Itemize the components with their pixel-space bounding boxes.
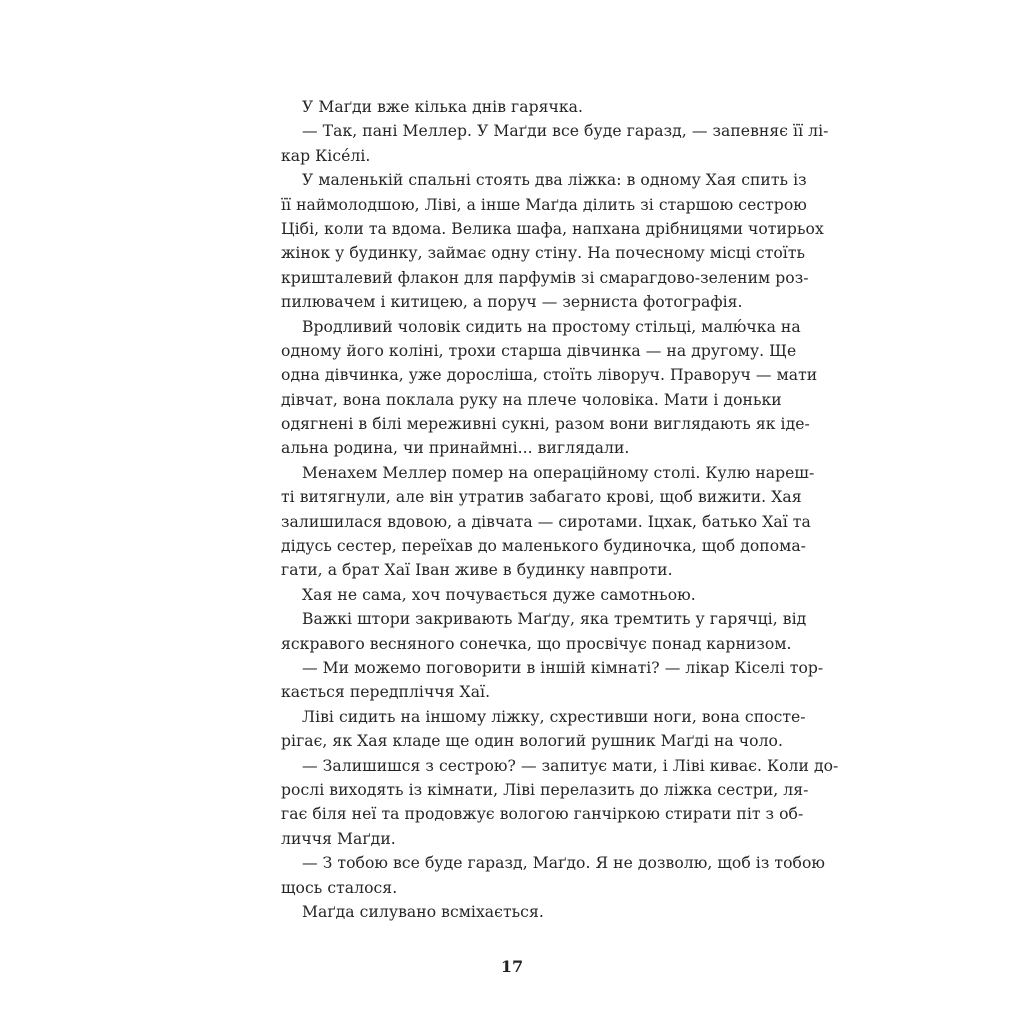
- text-line: жінок у будинку, займає одну стіну. На почесному місці стоїть: [281, 244, 806, 263]
- text-line: одягнені в білі мереживні сукні, разом вони виглядають як іде-: [281, 415, 810, 434]
- text-line: залишилася вдовою, а дівчата — сиротами. Іцхак, батько Хаї та: [281, 512, 811, 531]
- text-line: ті витягнули, але він утратив забагато крові, щоб вижити. Хая: [281, 488, 802, 507]
- text-line: дівчат, вона поклала руку на плече чоловіка. Мати і доньки: [281, 390, 782, 409]
- text-line: Важкі штори закривають Маґду, яка тремтить у гарячці, від: [302, 610, 807, 629]
- text-line: пилювачем і китицею, а поруч — зерниста фотографія.: [281, 293, 743, 312]
- text-line: — З тобою все буде гаразд, Маґдо. Я не дозволю, щоб із тобою: [302, 854, 826, 873]
- text-line: щось сталося.: [281, 878, 398, 897]
- text-line: — Залишишся з сестрою? — запитує мати, і Ліві киває. Коли до-: [302, 756, 839, 775]
- text-line: — Так, пані Меллер. У Маґди все буде гаразд, — запевняє її лі-: [302, 122, 829, 141]
- page-number: 17: [500, 957, 524, 976]
- text-line: кається передпліччя Хаї.: [281, 683, 491, 702]
- text-line: — Ми можемо поговорити в іншій кімнаті? — лікар Кіселі тор-: [302, 658, 824, 677]
- text-line: У маленькій спальні стоять два ліжка: в одному Хая спить із: [302, 171, 807, 190]
- text-line: Цібі, коли та вдома. Велика шафа, напхана дрібницями чотирьох: [281, 219, 824, 238]
- text-line: Вродливий чоловік сидить на простому стільці, малю́чка на: [302, 317, 801, 336]
- text-line: одному його коліні, трохи старша дівчинка — на другому. Ще: [281, 341, 797, 360]
- text-line: Менахем Меллер помер на операційному столі. Кулю нареш-: [302, 463, 815, 482]
- text-line: личчя Маґди.: [281, 829, 396, 848]
- text-line: яскравого весняного сонечка, що просвічує понад карнизом.: [281, 634, 792, 653]
- text-line: дідусь сестер, переїхав до маленького будиночка, щоб допома-: [281, 537, 806, 556]
- text-line: Ліві сидить на іншому ліжку, схрестивши ноги, вона спосте-: [302, 707, 806, 726]
- text-line: гати, а брат Хаї Іван живе в будинку навпроти.: [281, 561, 673, 580]
- text-line: Хая не сама, хоч почувається дуже самотньою.: [302, 585, 696, 604]
- text-line: її наймолодшою, Ліві, а інше Маґда ділить зі старшою сестрою: [281, 195, 807, 214]
- text-line: Маґда силувано всміхається.: [302, 902, 544, 921]
- text-line: рослі виходять із кімнати, Ліві перелазить до ліжка сестри, ля-: [281, 780, 809, 799]
- text-line: кришталевий флакон для парфумів зі смарагдово-зеленим роз-: [281, 268, 809, 287]
- body-text: [281, 95, 839, 924]
- text-line: У Маґди вже кілька днів гарячка.: [302, 98, 584, 116]
- text-line: рігає, як Хая кладе ще один вологий рушник Маґді на чоло.: [281, 732, 783, 751]
- text-line: гає біля неї та продовжує вологою ганчіркою стирати піт з об-: [281, 805, 804, 824]
- text-line: одна дівчинка, уже доросліша, стоїть ліворуч. Праворуч — мати: [281, 366, 818, 385]
- text-line: кар Кісéлі.: [281, 146, 371, 165]
- text-line: альна родина, чи принаймні... виглядали.: [281, 439, 630, 458]
